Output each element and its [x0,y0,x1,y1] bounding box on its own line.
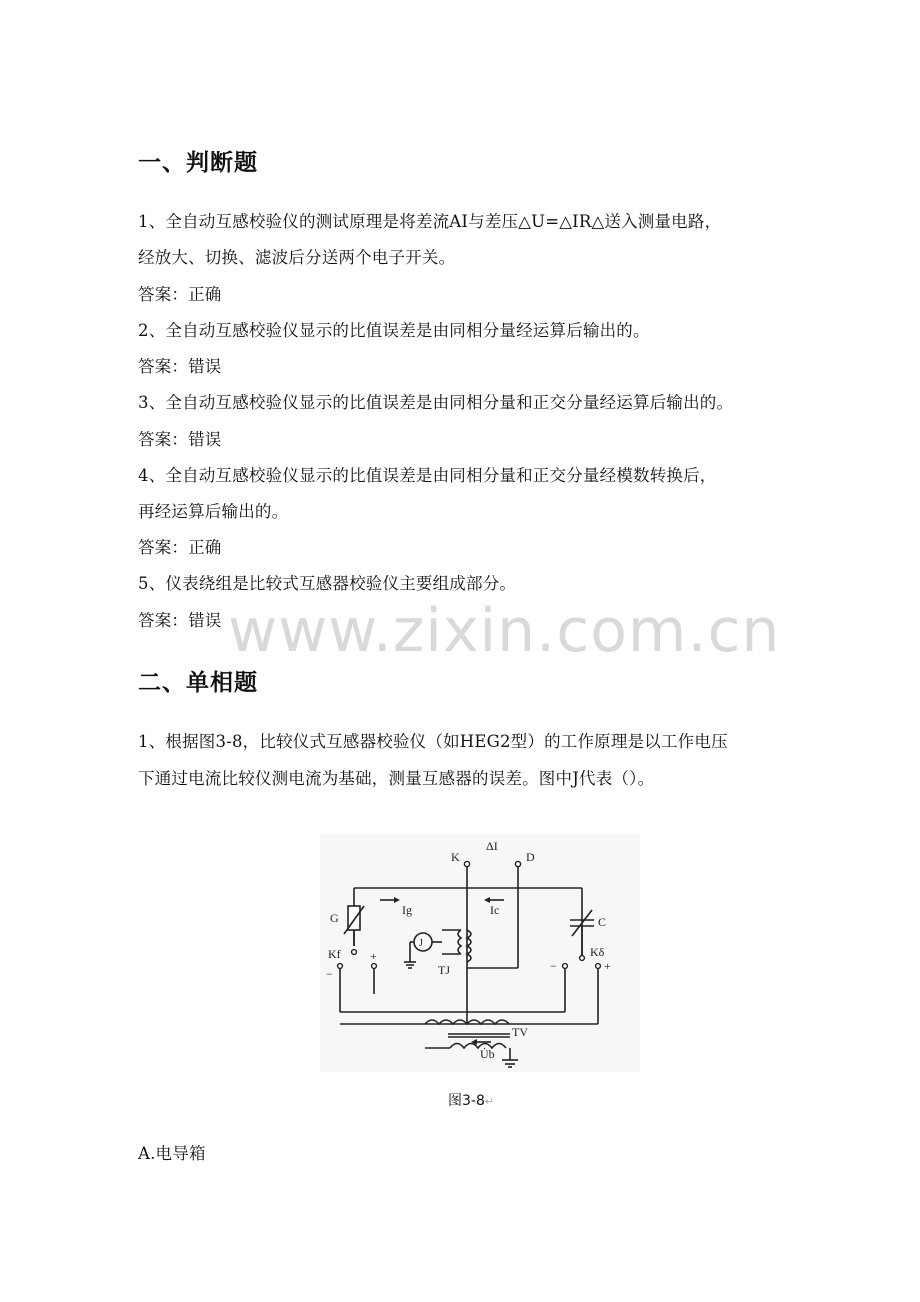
answer-3: 答案：错误 [138,430,222,449]
mc-question-1-line-1: 1、根据图3-8，比较仪式互感器校验仪（如HEG2型）的工作原理是以工作电压 [138,732,728,751]
label-d: D [526,850,535,864]
label-plus-right: + [604,959,611,973]
label-plus-left: + [370,949,377,963]
question-5: 5、仪表绕组是比较式互感器校验仪主要组成部分。 [138,574,517,593]
label-g: G [330,911,339,925]
label-kdelta: Kδ [590,945,605,959]
label-minus-right: − [550,959,557,973]
answer-5: 答案：错误 [138,611,222,630]
label-tj: TJ [438,963,450,977]
label-j: J [419,938,423,949]
label-ig: Ig [402,903,412,917]
paragraph-mark: ↵ [484,1095,495,1108]
question-4-line-2: 再经运算后输出的。 [138,502,289,521]
question-4-line-1: 4、全自动互感校验仪显示的比值误差是由同相分量和正交分量经模数转换后， [138,466,717,485]
label-ub: U̇b [480,1047,495,1061]
label-kf: Kf [328,947,341,961]
answer-1: 答案：正确 [138,285,222,304]
section-heading-single-choice: 二、单相题 [138,670,258,696]
label-ic: Ic [490,903,500,917]
answer-4: 答案：正确 [138,538,222,557]
question-2: 2、全自动互感校验仪显示的比值误差是由同相分量经运算后输出的。 [138,321,650,340]
label-k: K [451,850,460,864]
section-heading-judgment: 一、判断题 [138,150,258,176]
label-tv: TV [512,1025,528,1039]
option-a: A.电导箱 [138,1144,206,1163]
watermark: www.zixin.com.cn [228,596,781,666]
question-1-line-1: 1、全自动互感校验仪的测试原理是将差流AI与差压△U=△IR△送入测量电路， [138,212,722,231]
mc-question-1-line-2: 下通过电流比较仪测电流为基础，测量互感器的误差。图中J代表（）。 [138,769,655,788]
question-1-line-2: 经放大、切换、滤波后分送两个电子开关。 [138,248,456,267]
figure-caption-text: 图3-8 [448,1093,485,1109]
circuit-diagram-3-8 [320,834,640,1072]
answer-2: 答案：错误 [138,357,222,376]
label-c: C [598,915,607,929]
label-minus-left: − [326,967,333,981]
label-delta-i: ΔI [486,839,498,853]
question-3: 3、全自动互感校验仪显示的比值误差是由同相分量和正交分量经运算后输出的。 [138,393,734,412]
figure-caption [448,1090,494,1110]
